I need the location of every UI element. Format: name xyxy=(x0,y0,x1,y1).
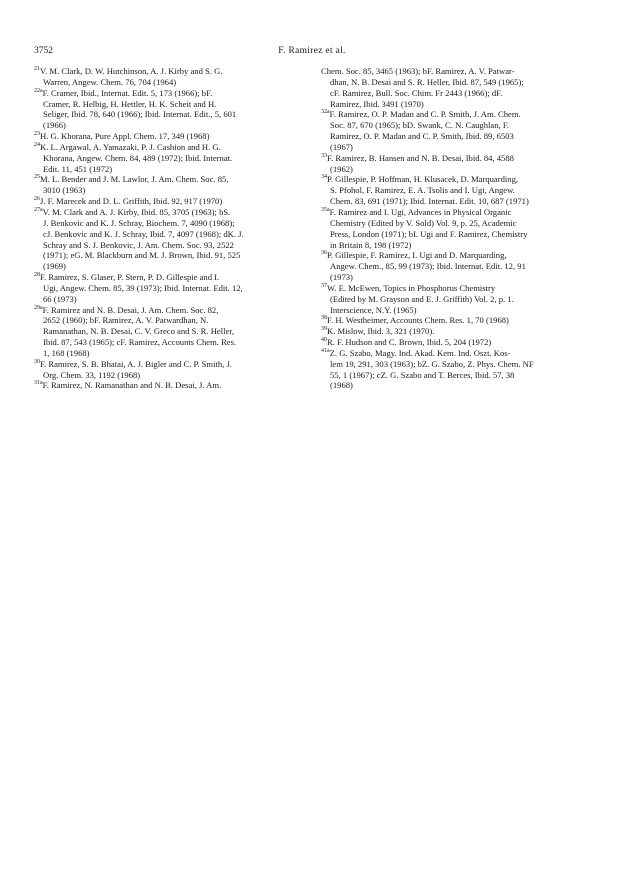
reference-number: 26 xyxy=(34,196,40,203)
references-left-column xyxy=(34,66,309,391)
reference-number: 21 xyxy=(34,66,40,73)
reference-number: 33 xyxy=(321,152,327,159)
running-head: F. Ramirez et al. xyxy=(278,46,346,56)
reference-text: F. Ramirez, S. B. Bhatai, A. J. Bigler and C. P. Smith, J. Org. Chem. 33, 1192 (1968) xyxy=(40,358,232,380)
reference-number: 29a xyxy=(34,304,43,311)
reference-text: P. Gillespie, P. Hoffman, H. Klusacek, D. Marquarding, S. Pfohol, F. Ramirez, E. A. Tsolis and I. Ugi, Angew. Chem. 83, 691 (1971); Ibid. Internat. Edit. 10, 687 (1971) xyxy=(327,174,529,207)
reference-text: F. Ramirez, S. Glaser, P. Stern, P. D. Gillespie and I. Ugi, Angew. Chem. 85, 39 (1973); Ibid. Internat. Edit. 12, 66 (1973) xyxy=(40,272,243,304)
reference-entry xyxy=(34,196,309,207)
reference-number: 35a xyxy=(321,207,330,214)
reference-entry xyxy=(321,153,591,175)
reference-number: 24 xyxy=(34,142,40,149)
reference-number: 22a xyxy=(34,87,43,94)
reference-entry xyxy=(321,337,591,348)
reference-entry xyxy=(34,88,309,131)
reference-entry xyxy=(321,348,591,391)
reference-number: 30 xyxy=(34,358,40,365)
reference-text: F. Ramirez, N. Ramanathan and N. B. Desai, J. Am. xyxy=(42,380,222,391)
reference-entry xyxy=(34,207,309,272)
reference-number: 28 xyxy=(34,272,40,279)
reference-entry xyxy=(321,250,591,283)
reference-entry xyxy=(34,272,309,305)
reference-text: K. Mislow, Ibid. 3, 321 (1970). xyxy=(327,326,435,337)
reference-entry xyxy=(321,174,591,207)
reference-number: 27a xyxy=(34,207,43,214)
reference-entry xyxy=(321,315,591,326)
reference-text: F. Ramirez and N. B. Desai, J. Am. Chem. Soc. 82, 2652 (1960); bF. Ramirez, A. V. Patwardhan, N. Ramanathan, N. B. Desai, C. V. Greco and S. R. Heller, Ibid. 87, 543 (1965); cF. Ramirez, Accounts Chem. Res. 1, 168 (1968) xyxy=(42,304,237,358)
reference-text: P. Gillespie, F. Ramirez, I. Ugi and D. Marquarding, Angew. Chem., 85, 99 (1973); Ibid. Internat. Edit. 12, 91 (1973) xyxy=(327,250,526,283)
reference-entry xyxy=(321,326,591,337)
reference-text: F. H. Westheimer, Accounts Chem. Res. 1, 70 (1968) xyxy=(327,315,509,326)
reference-text: R. F. Hudson and C. Brown, Ibid. 5, 204 (1972) xyxy=(327,337,492,348)
reference-number: 41a xyxy=(321,348,330,355)
page-number: 3752 xyxy=(34,46,53,56)
reference-text: W. E. McEwen, Topics in Phosphorus Chemistry (Edited by M. Grayson and E. J. Griffith) Vol. 2, p. 1. Interscience, N.Y. (1965) xyxy=(327,282,514,315)
reference-entry xyxy=(34,305,309,359)
reference-text: V. M. Clark, D. W. Hutchinson, A. J. Kirby and S. G. Warren, Angew. Chem. 76, 704 (1964) xyxy=(40,66,223,87)
reference-text: V. M. Clark and A. J. Kirby, Ibid. 85, 3705 (1963); bS. J. Benkovic and K. J. Schray, Biochem. 7, 4090 (1968); cJ. Benkovic and K. J. Schray, Ibid. 7, 4097 (1968); dK. J. Schray and S. J. Benkovic, J. Am. Chem. Soc. 93, 2522 (1971); eG. M. Blackburn and M. J. Brown, Ibid. 91, 525 (1969) xyxy=(42,206,244,272)
reference-text: H. G. Khorana, Pure Appl. Chem. 17, 349 (1968) xyxy=(40,131,210,142)
reference-number: 37 xyxy=(321,283,327,290)
reference-text: Z. G. Szabo, Magy. Ind. Akad. Kem. Ind. Oszt. Kos- lem 19, 291, 303 (1963); bZ. G. Szabo, Z. Phys. Chem. NF 55, 1 (1967); cZ. G. Szabo and T. Berces, Ibid. 57, 38 (1968) xyxy=(329,347,534,391)
reference-entry xyxy=(34,142,309,175)
reference-text: F. Ramirez and I. Ugi, Advances in Physical Organic Chemistry (Edited by V. Sold) Vol. 9, p. 25, Academic Press, London (1971); bI. Ugi and F. Ramirez, Chemistry in Britain 8, 198 (1972) xyxy=(329,206,528,250)
reference-entry xyxy=(34,380,309,391)
reference-entry xyxy=(321,109,591,152)
reference-text: Chem. Soc. 85, 3465 (1963); bF. Ramirez, A. V. Patwar- dhan, N. B. Desai and S. R. Heller, Ibid. 87, 549 (1965); cF. Ramirez, Bull. Soc. Chim. Fr 2443 (1966); dF. Ramirez, Ibid. 3491 (1970) xyxy=(321,66,524,109)
reference-number: 38 xyxy=(321,315,327,322)
reference-number: 36 xyxy=(321,250,327,257)
references-right-column xyxy=(321,66,591,391)
reference-entry xyxy=(34,131,309,142)
reference-number: 25 xyxy=(34,174,40,181)
reference-number: 39 xyxy=(321,326,327,333)
reference-entry xyxy=(34,359,309,381)
reference-entry xyxy=(321,283,591,316)
reference-entry xyxy=(34,66,309,88)
reference-number: 31a xyxy=(34,380,43,387)
reference-number: 23 xyxy=(34,131,40,138)
reference-text: F. Ramirez, O. P. Madan and C. P. Smith, J. Am. Chem. Soc. 87, 670 (1965); bD. Swank, C. N. Caughlan, F. Ramirez, O. P. Madan and C. P. Smith, Ibid. 89, 6503 (1967) xyxy=(329,109,521,152)
reference-entry xyxy=(321,207,591,250)
reference-number: 32a xyxy=(321,109,330,116)
page-header xyxy=(34,46,590,60)
reference-text: F. Cramer, Ibid., Internat. Edit. 5, 173 (1966); bF. Cramer, R. Helbig, H. Hettler, H. K. Scheit and H. Seliger, Ibid. 78, 640 (1966); Ibid. Internat. Edit., 5, 601 (1966) xyxy=(42,87,237,131)
reference-number: 34 xyxy=(321,174,327,181)
reference-text: J. F. Marecek and D. L. Griffith, Ibid. 92, 917 (1970) xyxy=(40,196,223,207)
reference-entry xyxy=(321,66,591,109)
reference-number: 40 xyxy=(321,337,327,344)
reference-text: K. L. Argawal, A. Yamazaki, P. J. Cashion and H. G. Khorana, Angew. Chem. 84, 489 (1972); Ibid. Internat. Edit. 11, 451 (1972) xyxy=(40,141,233,174)
reference-entry xyxy=(34,174,309,196)
reference-text: M. L. Bender and J. M. Lawlor, J. Am. Chem. Soc. 85, 3010 (1963) xyxy=(40,174,229,196)
reference-text: F. Ramirez, B. Hansen and N. B. Desai, Ibid. 84, 4588 (1962) xyxy=(327,152,514,174)
